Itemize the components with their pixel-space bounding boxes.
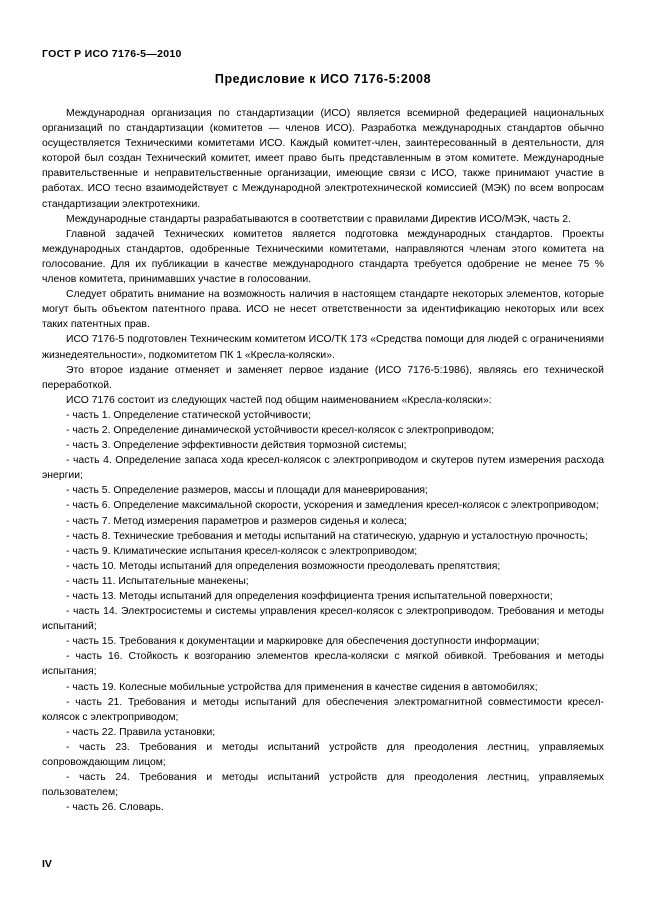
list-item: - часть 6. Определение максимальной скорости, ускорения и замедления кресел-колясок с электроприводом;: [66, 500, 599, 512]
list-item: - часть 19. Колесные мобильные устройства для применения в качестве сидения в автомобилях;: [66, 681, 538, 693]
list-item: - часть 4. Определение запаса хода кресел-колясок с электроприводом и скутеров путем измерения расхода энергии;: [42, 455, 604, 482]
paragraph: ИСО 7176 состоит из следующих частей под общим наименованием «Кресла-коляски»:: [66, 394, 492, 406]
list-item: - часть 23. Требования и методы испытаний устройств для преодоления лестниц, управляемых сопровождающим лицом;: [42, 741, 604, 769]
paragraph: Следует обратить внимание на возможность наличия в настоящем стандарте некоторых элементов, которые могут быть объектом патентного права. ИСО не несет ответственности за идентификацию некоторых или всех таких патентных прав.: [42, 289, 604, 331]
document-body: [42, 106, 604, 815]
page-number: IV: [42, 858, 52, 870]
list-item: - часть 3. Определение эффективности действия тормозной системы;: [66, 440, 407, 452]
list-item: - часть 24. Требования и методы испытаний устройств для преодоления лестниц, управляемых пользователем;: [42, 772, 604, 799]
paragraph: ИСО 7176-5 подготовлен Техническим комитетом ИСО/ТК 173 «Средства помощи для людей с ограничениями жизнедеятельности», подкомитетом ПК 1 «Кресла-коляски».: [42, 334, 604, 361]
list-item: - часть 5. Определение размеров, массы и площади для маневрирования;: [66, 485, 428, 497]
paragraph: Это второе издание отменяет и заменяет первое издание (ИСО 7176-5:1986), являясь его технической переработкой.: [42, 364, 604, 391]
list-item: - часть 1. Определение статической устойчивости;: [66, 409, 311, 421]
list-item: - часть 13. Методы испытаний для определения коэффициента трения испытательной поверхности;: [66, 591, 553, 602]
list-item: - часть 15. Требования к документации и маркировке для обеспечения доступности информации;: [66, 636, 540, 648]
list-item: - часть 7. Метод измерения параметров и размеров сиденья и колеса;: [66, 515, 407, 527]
list-item: - часть 8. Технические требования и методы испытаний на статическую, ударную и усталостную прочность;: [66, 530, 588, 542]
list-item: - часть 2. Определение динамической устойчивости кресел-колясок с электроприводом;: [66, 424, 495, 436]
paragraph: Международные стандарты разрабатываются в соответствии с правилами Директив ИСО/МЭК, часть 2.: [66, 213, 571, 225]
list-item: - часть 10. Методы испытаний для определения возможности преодолевать препятствия;: [66, 560, 501, 572]
page-header: ГОСТ Р ИСО 7176-5—2010: [42, 48, 182, 60]
list-item: - часть 22. Правила установки;: [66, 726, 216, 738]
list-item: - часть 14. Электросистемы и системы управления кресел-колясок с электроприводом. Требования и методы испытаний;: [42, 606, 604, 633]
page-title: Предисловие к ИСО 7176-5:2008: [214, 72, 432, 86]
paragraph: Главной задачей Технических комитетов является подготовка международных стандартов. Проекты международных стандартов, одобренные Техническими комитетами, направляются членам этого комитета на голосование. Для их публикации в качестве международного стандарта требуется одобрение не менее 75 % членов комитета, принимавших участие в голосовании.: [42, 228, 604, 286]
paragraph: Международная организация по стандартизации (ИСО) является всемирной федерацией национальных организаций по стандартизации (комитетов — членов ИСО). Разработка международных стандартов обычно осуществляется Техническими комитетами ИСО. Каждый комитет-член, заинтересованный в деятельности, для которой был создан Технический комитет, имеет право быть представленным в этом комитете. Международные правительственные и неправительственные организации, имеющие связи с ИСО, также принимают участие в работах. ИСО тесно взаимодействует с Международной электротехнической комиссией (МЭК) по всем вопросам стандартизации электротехники.: [42, 108, 604, 210]
list-item: - часть 16. Стойкость к возгоранию элементов кресла-коляски с мягкой обивкой. Требования и методы испытания;: [42, 651, 604, 678]
list-item: - часть 9. Климатические испытания кресел-колясок с электроприводом;: [66, 545, 418, 557]
list-item: - часть 11. Испытательные манекены;: [66, 575, 249, 587]
list-item: - часть 21. Требования и методы испытаний для обеспечения электромагнитной совместимости кресел-колясок с электроприводом;: [42, 696, 604, 723]
list-item: - часть 26. Словарь.: [66, 802, 164, 814]
